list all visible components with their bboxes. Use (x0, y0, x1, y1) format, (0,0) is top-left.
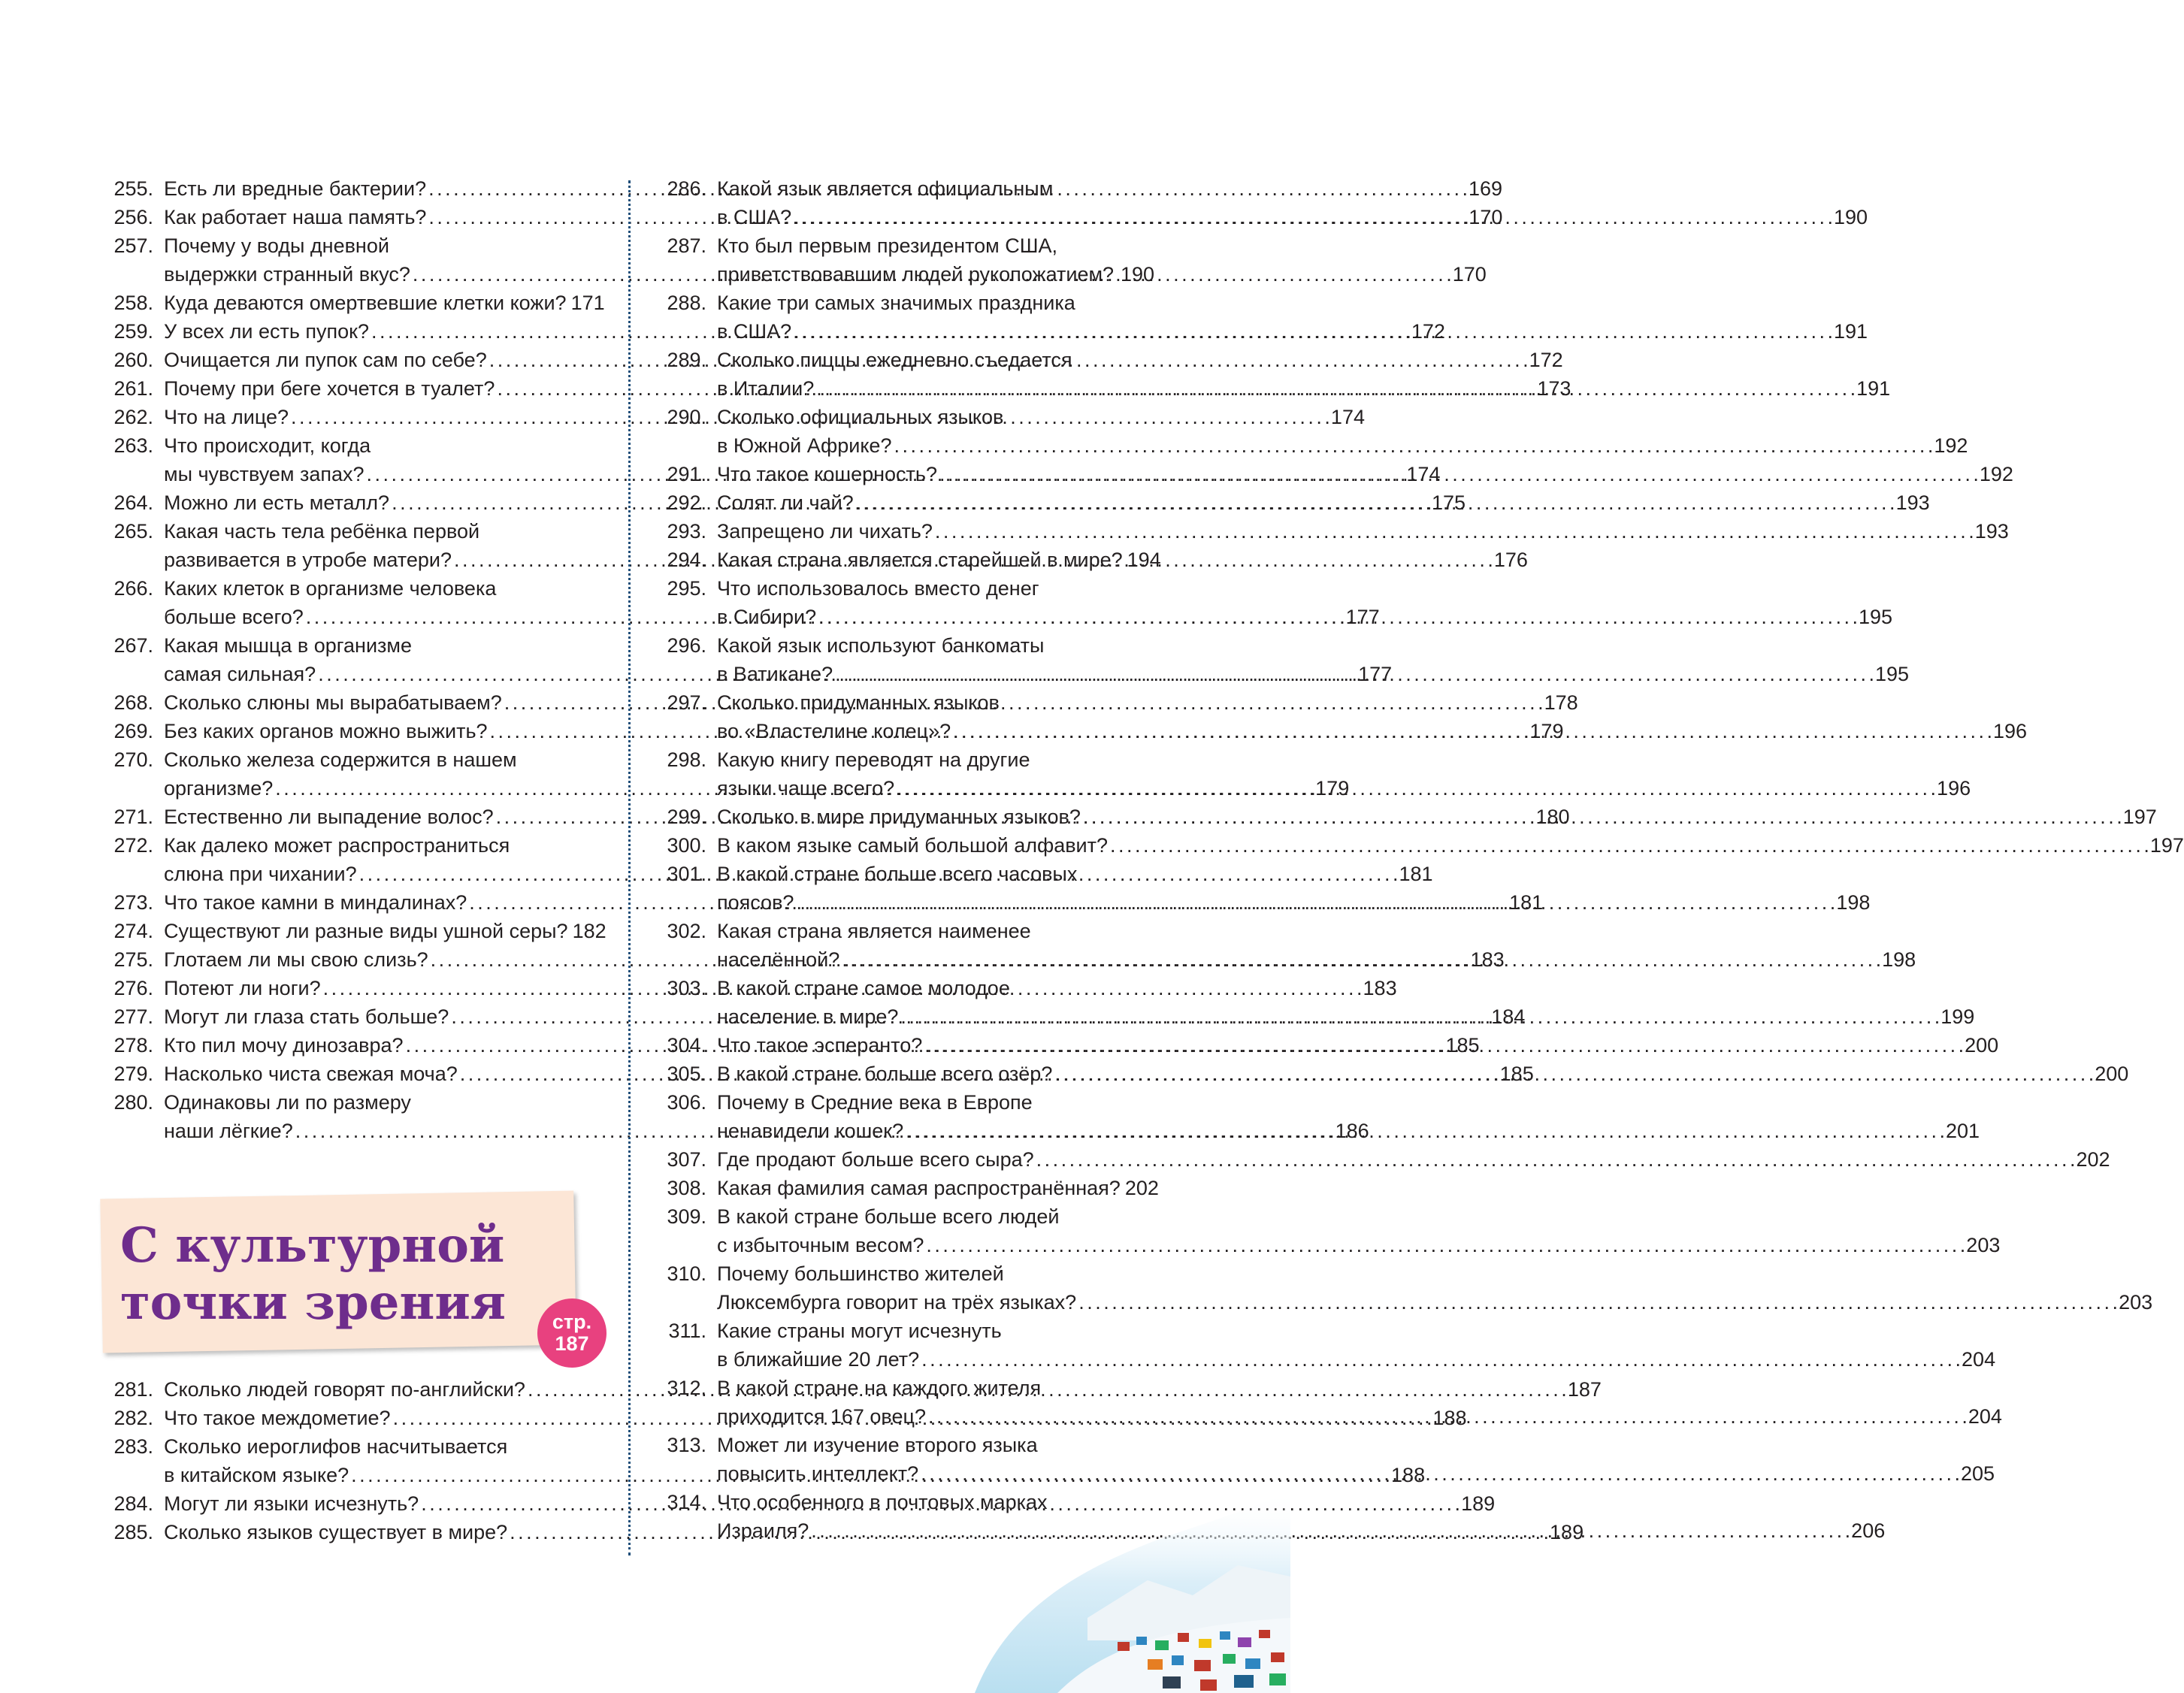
toc-entry-number: 314. (667, 1491, 706, 1513)
toc-entry-title: Потеют ли ноги? (164, 977, 321, 999)
toc-entry-line (654, 1202, 1154, 1231)
toc-entry-title: Израиля? (717, 1519, 809, 1542)
dot-leader (897, 774, 1934, 803)
toc-entry[interactable] (654, 1202, 2001, 1259)
toc-entry-number: 267. (113, 634, 153, 657)
toc-entry-number: 271. (113, 806, 153, 828)
toc-entry-number: 288. (667, 292, 706, 314)
toc-entry-number: 279. (113, 1063, 153, 1085)
toc-entry-title: Могут ли языки исчезнуть? (164, 1492, 419, 1515)
dot-leader (928, 1402, 1966, 1431)
toc-entry-title: Что такое кошерность? (717, 463, 938, 485)
toc-entry-page: 201 (1946, 1120, 1980, 1142)
toc-entry-number: 292. (667, 491, 706, 514)
toc-entry[interactable] (654, 517, 2009, 546)
toc-entry-page: 191 (1856, 377, 1891, 400)
dot-leader (835, 660, 1873, 688)
toc-entry-page: 181 (1399, 863, 1433, 885)
dot-leader (935, 517, 1973, 546)
toc-entry-number: 278. (113, 1034, 153, 1057)
toc-entry-number: 291. (667, 463, 706, 485)
toc-entry-title: Могут ли глаза стать больше? (164, 1005, 449, 1028)
toc-entry-line (654, 745, 1154, 774)
toc-entry-line (654, 1088, 1154, 1117)
toc-entry-title: Какую книгу переводят на другие (717, 748, 1030, 771)
toc-entry-number: 282. (113, 1407, 153, 1429)
toc-entry-number: 262. (113, 406, 153, 428)
toc-entry-number: 296. (667, 634, 706, 657)
toc-entry-page: 203 (1966, 1234, 2001, 1256)
toc-entry-page: 183 (1363, 977, 1397, 999)
toc-entry-title: Что на лице? (164, 406, 289, 428)
toc-entry-page: 172 (1529, 349, 1563, 371)
toc-entry-number: 285. (113, 1521, 153, 1543)
toc-entry-page: 197 (2149, 834, 2184, 857)
dot-leader (1054, 1060, 2092, 1088)
toc-entry[interactable] (654, 1174, 1159, 1202)
toc-entry-page: 191 (1834, 320, 1868, 343)
toc-entry-title: Куда деваются омертвевшие клетки кожи? (164, 292, 567, 314)
toc-entry-title: Почему при беге хочется в туалет? (164, 377, 495, 400)
toc-entry-title: Сколько пиццы ежедневно съедается (717, 349, 1072, 371)
toc-entry-title: Люксембурга говорит на трёх языках? (717, 1291, 1077, 1314)
toc-entry-page: 180 (1535, 806, 1570, 828)
toc-entry-title: в Южной Африке? (717, 434, 892, 457)
toc-entry-title: Сколько железа содержится в нашем (164, 748, 517, 771)
toc-entry-page: 198 (1882, 948, 1916, 971)
toc-entry[interactable] (654, 1317, 1996, 1374)
toc-entry-title: Сколько слюны мы вырабатываем? (164, 691, 502, 714)
toc-entry-title: во «Властелине колец»? (717, 720, 951, 742)
toc-entry-page: 189 (1550, 1521, 1584, 1543)
toc-entry-page: 196 (1992, 720, 2028, 742)
toc-entry-number: 256. (113, 206, 153, 228)
toc-entry-page: 204 (1968, 1405, 2002, 1428)
toc-entry-page: 173 (1537, 377, 1571, 400)
toc-entry-title: Каких клеток в организме человека (164, 577, 497, 600)
toc-entry-number: 276. (113, 977, 153, 999)
toc-entry-line (654, 860, 1154, 888)
toc-entry-title: Сколько иероглифов насчитывается (164, 1435, 508, 1458)
toc-entry-number: 308. (667, 1177, 706, 1199)
toc-entry-title: в Сибири? (717, 606, 817, 628)
toc-entry-line (654, 231, 1154, 260)
toc-entry-number: 297. (667, 691, 706, 714)
toc-entry-page: 200 (1965, 1034, 1999, 1057)
toc-entry-title: Существуют ли разные виды ушной серы? (164, 920, 568, 942)
toc-entry-page: 198 (1836, 891, 1871, 914)
toc-entry-number: 302. (667, 920, 706, 942)
toc-entry-page: 199 (1940, 1005, 1975, 1028)
toc-entry-page: 203 (2119, 1291, 2153, 1314)
toc-entry-title: Может ли изучение второго языка (717, 1434, 1038, 1456)
toc-entry-title: приходится 167 овец? (717, 1405, 926, 1428)
toc-entry-number: 301. (667, 863, 706, 885)
toc-entry-title: повысить интеллект? (717, 1462, 919, 1485)
toc-entry-line (101, 631, 600, 660)
toc-entry-line (654, 546, 1161, 574)
toc-entry-number: 294. (667, 549, 706, 571)
toc-entry-line (654, 403, 1154, 431)
toc-entry-title: Какие страны могут исчезнуть (717, 1320, 1002, 1342)
dot-leader (900, 1002, 1938, 1031)
toc-entry-page: 189 (1461, 1492, 1496, 1515)
toc-entry-number: 303. (667, 977, 706, 999)
toc-entry-page: 202 (1124, 1177, 1159, 1199)
toc-entry-title: развивается в утробе матери? (164, 549, 452, 571)
toc-entry-title: Как далеко может распространиться (164, 834, 510, 857)
toc-entry-title: Какая фамилия самая распространённая? (717, 1177, 1121, 1199)
toc-entry-title: В какой стране на каждого жителя (717, 1377, 1042, 1399)
toc-entry-number: 272. (113, 834, 153, 857)
toc-entry-title: наши лёгкие? (164, 1120, 293, 1142)
toc-entry-line (654, 346, 1154, 374)
toc-entry-number: 261. (113, 377, 153, 400)
toc-entry-number: 274. (113, 920, 153, 942)
toc-entry-page: 206 (1851, 1519, 1886, 1542)
toc-entry-line (654, 1345, 1996, 1374)
dot-leader (924, 1031, 1962, 1060)
toc-entry-title: Одинаковы ли по размеру (164, 1091, 411, 1114)
toc-entry-line (101, 917, 606, 945)
toc-entry-title: Что особенного в почтовых марках (717, 1491, 1048, 1513)
toc-entry-page: 175 (1431, 491, 1466, 514)
toc-entry-number: 275. (113, 948, 153, 971)
dot-leader (894, 431, 1931, 460)
toc-entry-page: 185 (1445, 1034, 1480, 1057)
toc-entry-title: Сколько придуманных языков (717, 691, 1000, 714)
toc-entry-number: 258. (113, 292, 153, 314)
toc-entry-number: 263. (113, 434, 153, 457)
toc-entry-page: 187 (1567, 1378, 1602, 1401)
dot-leader (842, 945, 1880, 974)
toc-entry-title: Что такое междометие? (164, 1407, 391, 1429)
dot-leader (906, 1117, 1944, 1145)
toc-entry[interactable] (654, 231, 1154, 289)
toc-entry-page: 181 (1509, 891, 1544, 914)
toc-entry-page: 183 (1470, 948, 1505, 971)
toc-entry-title: поясов? (717, 891, 794, 914)
toc-entry[interactable] (654, 831, 2184, 860)
column-divider (628, 180, 631, 1555)
dot-leader (1083, 803, 2121, 831)
toc-entry-page: 193 (1895, 491, 1930, 514)
toc-entry-line (101, 431, 600, 460)
toc-entry-title: Кто был первым президентом США, (717, 234, 1058, 257)
toc-entry[interactable] (654, 1259, 2153, 1317)
toc-entry-title: Насколько чиста свежая моча? (164, 1063, 458, 1085)
toc-entry-number: 307. (667, 1148, 706, 1171)
toc-entry-number: 295. (667, 577, 706, 600)
toc-entry-title: Сколько людей говорят по-английски? (164, 1378, 525, 1401)
toc-entry-number: 311. (668, 1320, 706, 1342)
toc-entry-title: В какой стране больше всего озёр? (717, 1063, 1053, 1085)
dot-leader (796, 888, 1834, 917)
toc-entry-title: Какой язык является официальным (717, 177, 1054, 200)
toc-entry-title: в Италии? (717, 377, 815, 400)
toc-entry-line (654, 289, 1154, 317)
dot-leader (939, 460, 1977, 488)
toc-entry-title: Какая часть тела ребёнка первой (164, 520, 480, 543)
toc-entry-page: 170 (1469, 206, 1503, 228)
toc-entry-page: 192 (1934, 434, 1968, 457)
toc-entry-title: языки чаще всего? (717, 777, 895, 800)
toc-entry-number: 281. (113, 1378, 153, 1401)
dot-leader (1078, 1288, 2116, 1317)
toc-entry-title: Есть ли вредные бактерии? (164, 177, 427, 200)
toc-entry-line (101, 1432, 600, 1461)
toc-entry-number: 310. (667, 1262, 706, 1285)
toc-entry-page: 188 (1391, 1464, 1426, 1486)
toc-entry-title: Сколько языков существует в мире? (164, 1521, 508, 1543)
toc-entry-number: 269. (113, 720, 153, 742)
toc-entry-title: Без каких органов можно выжить? (164, 720, 488, 742)
dot-leader (818, 603, 1856, 631)
toc-entry-number: 255. (113, 177, 153, 200)
toc-entry-title: Сколько в мире придуманных языков? (717, 806, 1081, 828)
toc-entry-title: население в мире? (717, 1005, 899, 1028)
toc-entry-title: больше всего? (164, 606, 304, 628)
toc-entry-page: 185 (1499, 1063, 1534, 1085)
toc-entry-line (654, 1288, 2153, 1317)
toc-entry-title: Можно ли есть металл? (164, 491, 390, 514)
dot-leader (811, 1516, 1849, 1545)
toc-entry-title: слюна при чихании? (164, 863, 357, 885)
toc-entry-title: Что такое камни в миндалинах? (164, 891, 467, 914)
toc-entry-title: Кто пил мочу динозавра? (164, 1034, 404, 1057)
toc-entry-line (101, 745, 600, 774)
toc-entry-title: Очищается ли пупок сам по себе? (164, 349, 487, 371)
toc-entry[interactable] (654, 546, 1161, 574)
section-title (120, 1217, 571, 1332)
toc-entry-title: Глотаем ли мы свою слизь? (164, 948, 428, 971)
toc-entry-page: 174 (1330, 406, 1365, 428)
toc-entry-title: выдержки странный вкус? (164, 263, 410, 286)
section-title-line-1: С культурной (120, 1217, 505, 1274)
toc-entry-line (654, 831, 2184, 860)
toc-entry-line (654, 1259, 1154, 1288)
toc-entry-number: 280. (113, 1091, 153, 1114)
page-badge (537, 1298, 606, 1368)
toc-entry-line (101, 1088, 600, 1117)
toc-entry-title: организме? (164, 777, 274, 800)
toc-entry-title: Что использовалось вместо денег (717, 577, 1039, 600)
toc-entry-page: 176 (1493, 549, 1528, 571)
toc-entry-title: Солят ли чай? (717, 491, 854, 514)
toc-entry-title: В какой стране больше всего людей (717, 1205, 1060, 1228)
toc-entry-title: В каком языке самый большой алфавит? (717, 834, 1109, 857)
toc-entry-page: 190 (1834, 206, 1868, 228)
dot-leader (1110, 831, 2148, 860)
toc-entry-title: В какой стране больше всего часовых (717, 863, 1078, 885)
dot-leader (794, 317, 1832, 346)
toc-entry-number: 270. (113, 748, 153, 771)
toc-entry-number: 264. (113, 491, 153, 514)
toc-entry-title: Сколько официальных языков (717, 406, 1004, 428)
toc-entry-line (654, 688, 1154, 717)
toc-entry-line (654, 260, 1154, 289)
toc-entry-number: 309. (667, 1205, 706, 1228)
section-title-line-2: точки зрения (120, 1274, 507, 1331)
dot-leader (794, 203, 1832, 231)
toc-entry-line (654, 1145, 2110, 1174)
toc-entry-number: 306. (667, 1091, 706, 1114)
toc-entry-page: 170 (1452, 263, 1487, 286)
toc-entry-title: Почему в Средние века в Европе (717, 1091, 1033, 1114)
toc-entry-page: 193 (1974, 520, 2009, 543)
page-badge-label: стр. (552, 1311, 592, 1333)
toc-entry-page: 174 (1406, 463, 1441, 485)
toc-entry-page: 169 (1468, 177, 1503, 200)
toc-entry-number: 268. (113, 691, 153, 714)
toc-entry-page: 184 (1491, 1005, 1526, 1028)
toc-entry-title: самая сильная? (164, 663, 316, 685)
toc-entry-number: 260. (113, 349, 153, 371)
toc-entry-page: 179 (1529, 720, 1564, 742)
toc-entry-number: 266. (113, 577, 153, 600)
arctic-village-illustration (975, 1445, 1290, 1693)
dot-leader (921, 1345, 1959, 1374)
toc-entry-number: 257. (113, 234, 153, 257)
toc-entry-line (654, 917, 1154, 945)
toc-entry-page: 186 (1335, 1120, 1369, 1142)
toc-entry-title: Какие три самых значимых праздника (717, 292, 1075, 314)
toc-entry-title: Какая страна является наименее (717, 920, 1031, 942)
toc-entry-page: 197 (2122, 806, 2157, 828)
toc-entry-line (101, 517, 600, 546)
toc-entry-number: 286. (667, 177, 706, 200)
toc-entry[interactable] (654, 1145, 2110, 1174)
toc-entry-title: Какой язык используют банкоматы (717, 634, 1045, 657)
toc-entry-title: в США? (717, 320, 792, 343)
toc-entry-page: 200 (2095, 1063, 2129, 1085)
toc-entry-number: 287. (667, 234, 706, 257)
toc-entry-line (654, 574, 1154, 603)
toc-entry-title: ненавидели кошек? (717, 1120, 904, 1142)
toc-entry-line (654, 1374, 1154, 1402)
toc-entry-number: 312. (667, 1377, 706, 1399)
dot-leader (926, 1231, 1964, 1259)
toc-entry-number: 305. (667, 1063, 706, 1085)
toc-entry-number: 265. (113, 520, 153, 543)
toc-entry-title: Естественно ли выпадение волос? (164, 806, 494, 828)
toc-entry-line (654, 631, 1154, 660)
toc-entry-number: 298. (667, 748, 706, 771)
toc-entry-line (654, 1174, 1159, 1202)
toc-entry-page: 172 (1411, 320, 1445, 343)
toc-entry-title: приветствовавшим людей рукопожатием? (717, 263, 1115, 286)
toc-entry-page: 194 (1127, 549, 1161, 571)
toc-entry-line (101, 289, 605, 317)
toc-entry-number: 277. (113, 1005, 153, 1028)
dot-leader (816, 374, 1854, 403)
toc-entry-title: Какая страна является старейшей в мире? (717, 549, 1123, 571)
dot-leader (856, 488, 1894, 517)
toc-entry-line (654, 174, 1154, 203)
toc-entry-page: 177 (1345, 606, 1380, 628)
toc-entry-line (654, 974, 1154, 1002)
toc-entry-title: с избыточным весом? (717, 1234, 924, 1256)
toc-entry-title: Почему большинство жителей (717, 1262, 1004, 1285)
toc-entry-title: Запрещено ли чихать? (717, 520, 933, 543)
toc-entry-page: 177 (1358, 663, 1393, 685)
toc-entry[interactable] (101, 289, 605, 317)
toc-entry-line (654, 1317, 1154, 1345)
toc-entry-title: мы чувствуем запах? (164, 463, 365, 485)
toc-entry-page: 188 (1432, 1407, 1467, 1429)
toc-entry-title: В какой стране самое молодое (717, 977, 1010, 999)
toc-entry-title: в ближайшие 20 лет? (717, 1348, 920, 1371)
toc-entry-number: 293. (667, 520, 706, 543)
toc-entry-line (101, 231, 600, 260)
toc-entry-line (654, 1231, 2001, 1259)
toc-entry-number: 259. (113, 320, 153, 343)
toc-entry-number: 300. (667, 834, 706, 857)
toc-entry-number: 273. (113, 891, 153, 914)
toc-entry-title: Что происходит, когда (164, 434, 371, 457)
toc-entry-page: 171 (570, 292, 605, 314)
toc-entry-number: 289. (667, 349, 706, 371)
toc-entry-title: в китайском языке? (164, 1464, 349, 1486)
toc-entry-page: 195 (1874, 663, 1910, 685)
toc-entry-number: 290. (667, 406, 706, 428)
toc-entry-number: 313. (667, 1434, 706, 1456)
toc-entry-page: 196 (1937, 777, 1971, 800)
toc-entry-title: в Ватикане? (717, 663, 833, 685)
toc-entry-page: 202 (2076, 1148, 2110, 1171)
toc-entry-line (101, 831, 600, 860)
dot-leader (1036, 1145, 2074, 1174)
toc-entry-title: Почему у воды дневной (164, 234, 389, 257)
toc-entry-title: Какая мышца в организме (164, 634, 412, 657)
toc-entry-page: 204 (1962, 1348, 1996, 1371)
toc-entry-title: в США? (717, 206, 792, 228)
toc-entry-page: 205 (1960, 1462, 1995, 1485)
toc-entry-line (654, 517, 2009, 546)
dot-leader (953, 717, 1991, 745)
toc-entry-number: 284. (113, 1492, 153, 1515)
toc-entry-page: 192 (1979, 463, 2013, 485)
toc-entry-line (101, 574, 600, 603)
toc-entry[interactable] (101, 917, 606, 945)
toc-entry-title: Что такое эсперанто? (717, 1034, 923, 1057)
toc-entry-page: 195 (1858, 606, 1893, 628)
toc-entry-number: 283. (113, 1435, 153, 1458)
toc-entry-page: 190 (1120, 263, 1154, 286)
toc-entry-number: 304. (667, 1034, 706, 1057)
toc-entry-title: Как работает наша память? (164, 206, 427, 228)
toc-entry-page: 178 (1544, 691, 1578, 714)
page-badge-number: 187 (555, 1332, 589, 1355)
toc-entry-line (654, 431, 1968, 460)
toc-entry-page: 182 (572, 920, 606, 942)
toc-entry-page: 179 (1315, 777, 1350, 800)
toc-entry-title: У всех ли есть пупок? (164, 320, 369, 343)
toc-entry-number: 299. (667, 806, 706, 828)
toc-entry-title: населённой? (717, 948, 840, 971)
toc-entry-title: Где продают больше всего сыра? (717, 1148, 1034, 1171)
